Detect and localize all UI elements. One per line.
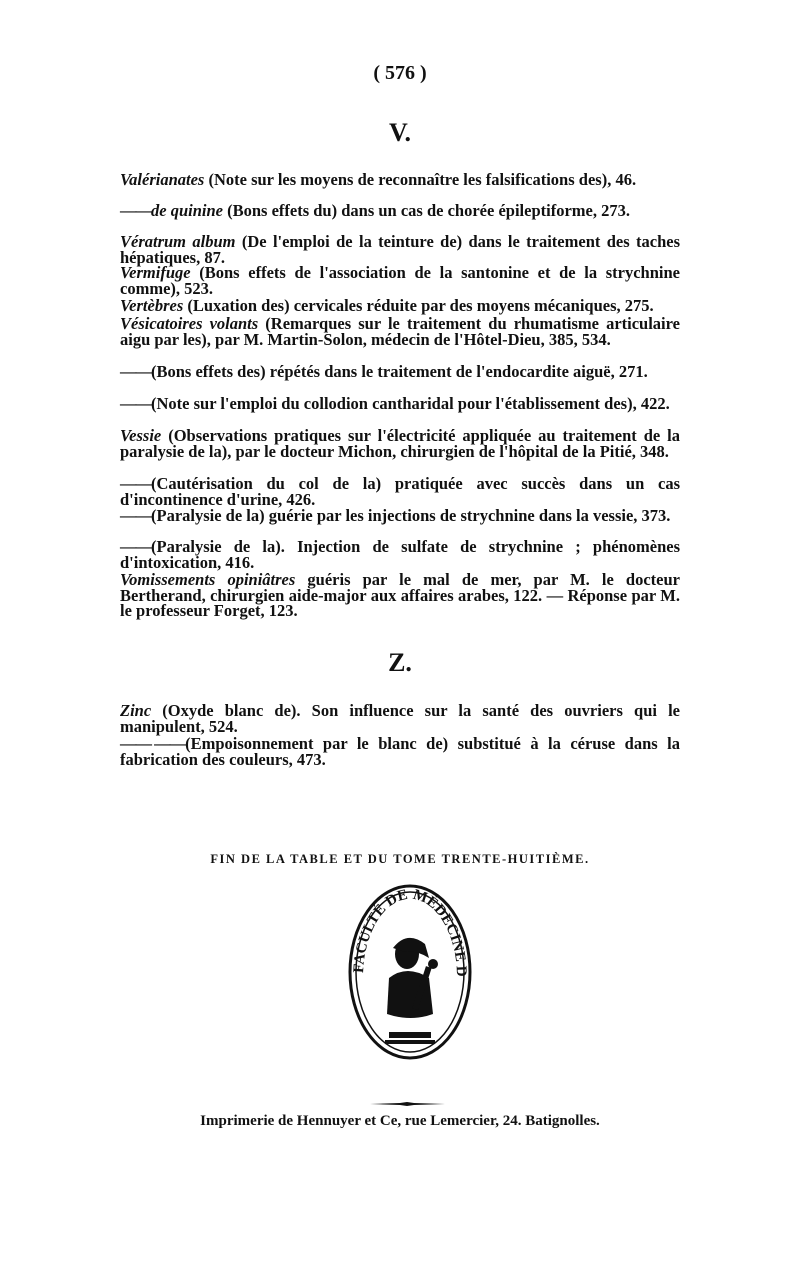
- index-entry: [120, 428, 680, 459]
- index-entry: [120, 736, 680, 767]
- index-entry: [120, 203, 680, 219]
- page-number: ( 576 ): [373, 62, 427, 84]
- entry-head: Vermifuge: [120, 263, 191, 282]
- entry-head: Vessie: [120, 426, 162, 445]
- entry-body: (Empoisonnement par le blanc de) substitué à la céruse dans la fabrication des couleurs, 473.: [120, 734, 680, 769]
- entry-head: Vératrum album: [120, 232, 236, 251]
- entry-body: (De l'emploi de la teinture de) dans le traitement des taches hépatiques, 87.: [120, 232, 680, 267]
- index-entry: [120, 539, 680, 570]
- library-stamp: [345, 882, 475, 1062]
- index-entry: [120, 508, 680, 524]
- stamp-seal-icon: [345, 882, 475, 1062]
- entry-body: (Note sur l'emploi du collodion cantharidal pour l'établissement des), 422.: [151, 394, 670, 413]
- index-entry: [120, 316, 680, 347]
- entry-dash: ——: [120, 362, 151, 381]
- entry-dash: —— ——: [120, 734, 186, 753]
- index-entry: [120, 298, 680, 314]
- entry-dash: ——: [120, 506, 151, 525]
- ornamental-rule: [370, 1102, 445, 1106]
- entry-head: de quinine: [151, 201, 223, 220]
- entry-body: (Remarques sur le traitement du rhumatisme articulaire aigu par les), par M. Martin-Solon, médecin de l'Hôtel-Dieu, 385, 534.: [120, 314, 680, 349]
- entry-dash: ——: [120, 474, 151, 493]
- entry-body: (Bons effets des) répétés dans le traitement de l'endocardite aiguë, 271.: [151, 362, 648, 381]
- entry-body: (Paralysie de la). Injection de sulfate de strychnine ; phénomènes d'intoxication, 416.: [120, 537, 680, 572]
- index-entry: [120, 572, 680, 619]
- section-letter-z: Z.: [388, 648, 412, 677]
- entry-body: (Observations pratiques sur l'électricité appliquée au traitement de la paralysie de la), par le docteur Michon, chirurgien de l'hôpital de la Pitié, 348.: [120, 426, 680, 461]
- index-entry: [120, 396, 680, 412]
- entry-head: Valérianates: [120, 170, 205, 189]
- entry-body: (Luxation des) cervicales réduite par des moyens mécaniques, 275.: [183, 296, 654, 315]
- entry-body: (Cautérisation du col de la) pratiquée avec succès dans un cas d'incontinence d'urine, 426.: [120, 474, 680, 509]
- section-letter-v: V.: [389, 118, 411, 147]
- entry-head: Vésicatoires volants: [120, 314, 259, 333]
- index-entry: [120, 703, 680, 734]
- printer-imprint: Imprimerie de Hennuyer et Ce, rue Lemercier, 24. Batignolles.: [200, 1113, 600, 1129]
- entry-head: Vertèbres: [120, 296, 184, 315]
- entry-dash: ——: [120, 201, 151, 220]
- entry-body: (Paralysie de la) guérie par les injections de strychnine dans la vessie, 373.: [151, 506, 671, 525]
- entry-body: (Bons effets du) dans un cas de chorée épileptiforme, 273.: [222, 201, 630, 220]
- entry-head: Vomissements opiniâtres: [120, 570, 296, 589]
- index-entry: [120, 476, 680, 507]
- entry-dash: ——: [120, 537, 151, 556]
- index-entry: [120, 364, 680, 380]
- index-entry: [120, 172, 680, 188]
- entry-body: guéris par le mal de mer, par M. le docteur Bertherand, chirurgien aide-major aux affaires arabes, 122. — Réponse par M. le professeur Forget, 123.: [120, 570, 680, 620]
- entry-head: Zinc: [120, 701, 152, 720]
- closing-line: FIN DE LA TABLE ET DU TOME TRENTE-HUITIÈME.: [210, 852, 590, 866]
- entry-body: (Oxyde blanc de). Son influence sur la santé des ouvriers qui le manipulent, 524.: [120, 701, 680, 736]
- stamp-text: FACULTÉ DE MÉDECINE D: [351, 886, 470, 977]
- entry-dash: ——: [120, 394, 151, 413]
- index-entry: [120, 234, 680, 265]
- index-entry: [120, 265, 680, 296]
- entry-body: (Bons effets de l'association de la santonine et de la strychnine comme), 523.: [120, 263, 680, 298]
- entry-body: (Note sur les moyens de reconnaître les falsifications des), 46.: [204, 170, 637, 189]
